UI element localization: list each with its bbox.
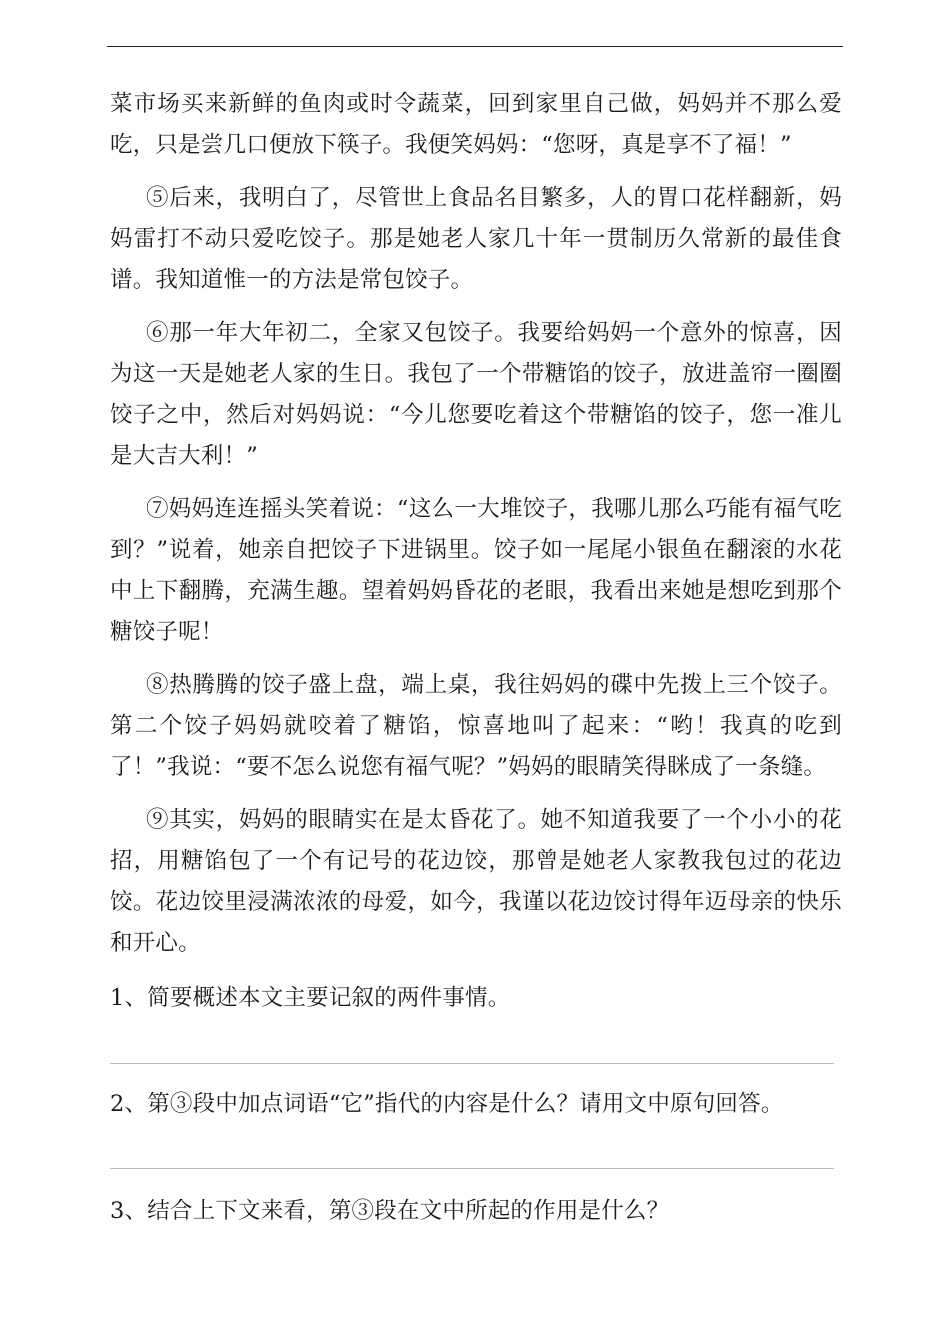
paragraph-6: ⑥那一年大年初二，全家又包饺子。我要给妈妈一个意外的惊喜，因为这一天是她老人家的生日。我包了一个带糖馅的饺子，放进盖帘一圈圈饺子之中，然后对妈妈说：“今儿您要吃着这个带糖馅的饺子，您一准儿是大吉大利！” — [110, 320, 842, 469]
paragraph-8: ⑧热腾腾的饺子盛上盘，端上桌，我往妈妈的碟中先拨上三个饺子。第二个饺子妈妈就咬着了糖馅，惊喜地叫了起来：“哟！我真的吃到了！”我说：“要不怎么说您有福气呢？”妈妈的眼睛笑得眯成了一条缝。 — [110, 672, 842, 780]
paragraph-9: ⑨其实，妈妈的眼睛实在是太昏花了。她不知道我要了一个小小的花招，用糖馅包了一个有记号的花边饺，那曾是她老人家教我包过的花边饺。花边饺里浸满浓浓的母爱，如今，我谨以花边饺讨得年迈母亲的快乐和开心。 — [110, 807, 842, 956]
paragraph-4-continued: 菜市场买来新鲜的鱼肉或时令蔬菜，回到家里自己做，妈妈并不那么爱吃，只是尝几口便放下筷子。我便笑妈妈：“您呀，真是享不了福！” — [110, 91, 842, 158]
question-1: 1、简要概述本文主要记叙的两件事情。 — [110, 985, 511, 1011]
paragraph-7: ⑦妈妈连连摇头笑着说：“这么一大堆饺子，我哪儿那么巧能有福气吃到？”说着，她亲自把饺子下进锅里。饺子如一尾尾小银鱼在翻滚的水花中上下翻腾，充满生趣。望着妈妈昏花的老眼，我看出来她是想吃到那个糖饺子呢！ — [110, 496, 842, 645]
question-2: 2、第③段中加点词语“它”指代的内容是什么？请用文中原句回答。 — [110, 1091, 784, 1117]
answer-line-2[interactable] — [110, 1168, 834, 1169]
document-body — [110, 84, 842, 1232]
answer-line-1[interactable] — [110, 1063, 834, 1064]
header-rule — [107, 46, 843, 47]
paragraph-5: ⑤后来，我明白了，尽管世上食品名目繁多，人的胃口花样翻新，妈妈雷打不动只爱吃饺子。那是她老人家几十年一贯制历久常新的最佳食谱。我知道惟一的方法是常包饺子。 — [110, 185, 842, 293]
question-3: 3、结合上下文来看，第③段在文中所起的作用是什么？ — [110, 1198, 670, 1224]
